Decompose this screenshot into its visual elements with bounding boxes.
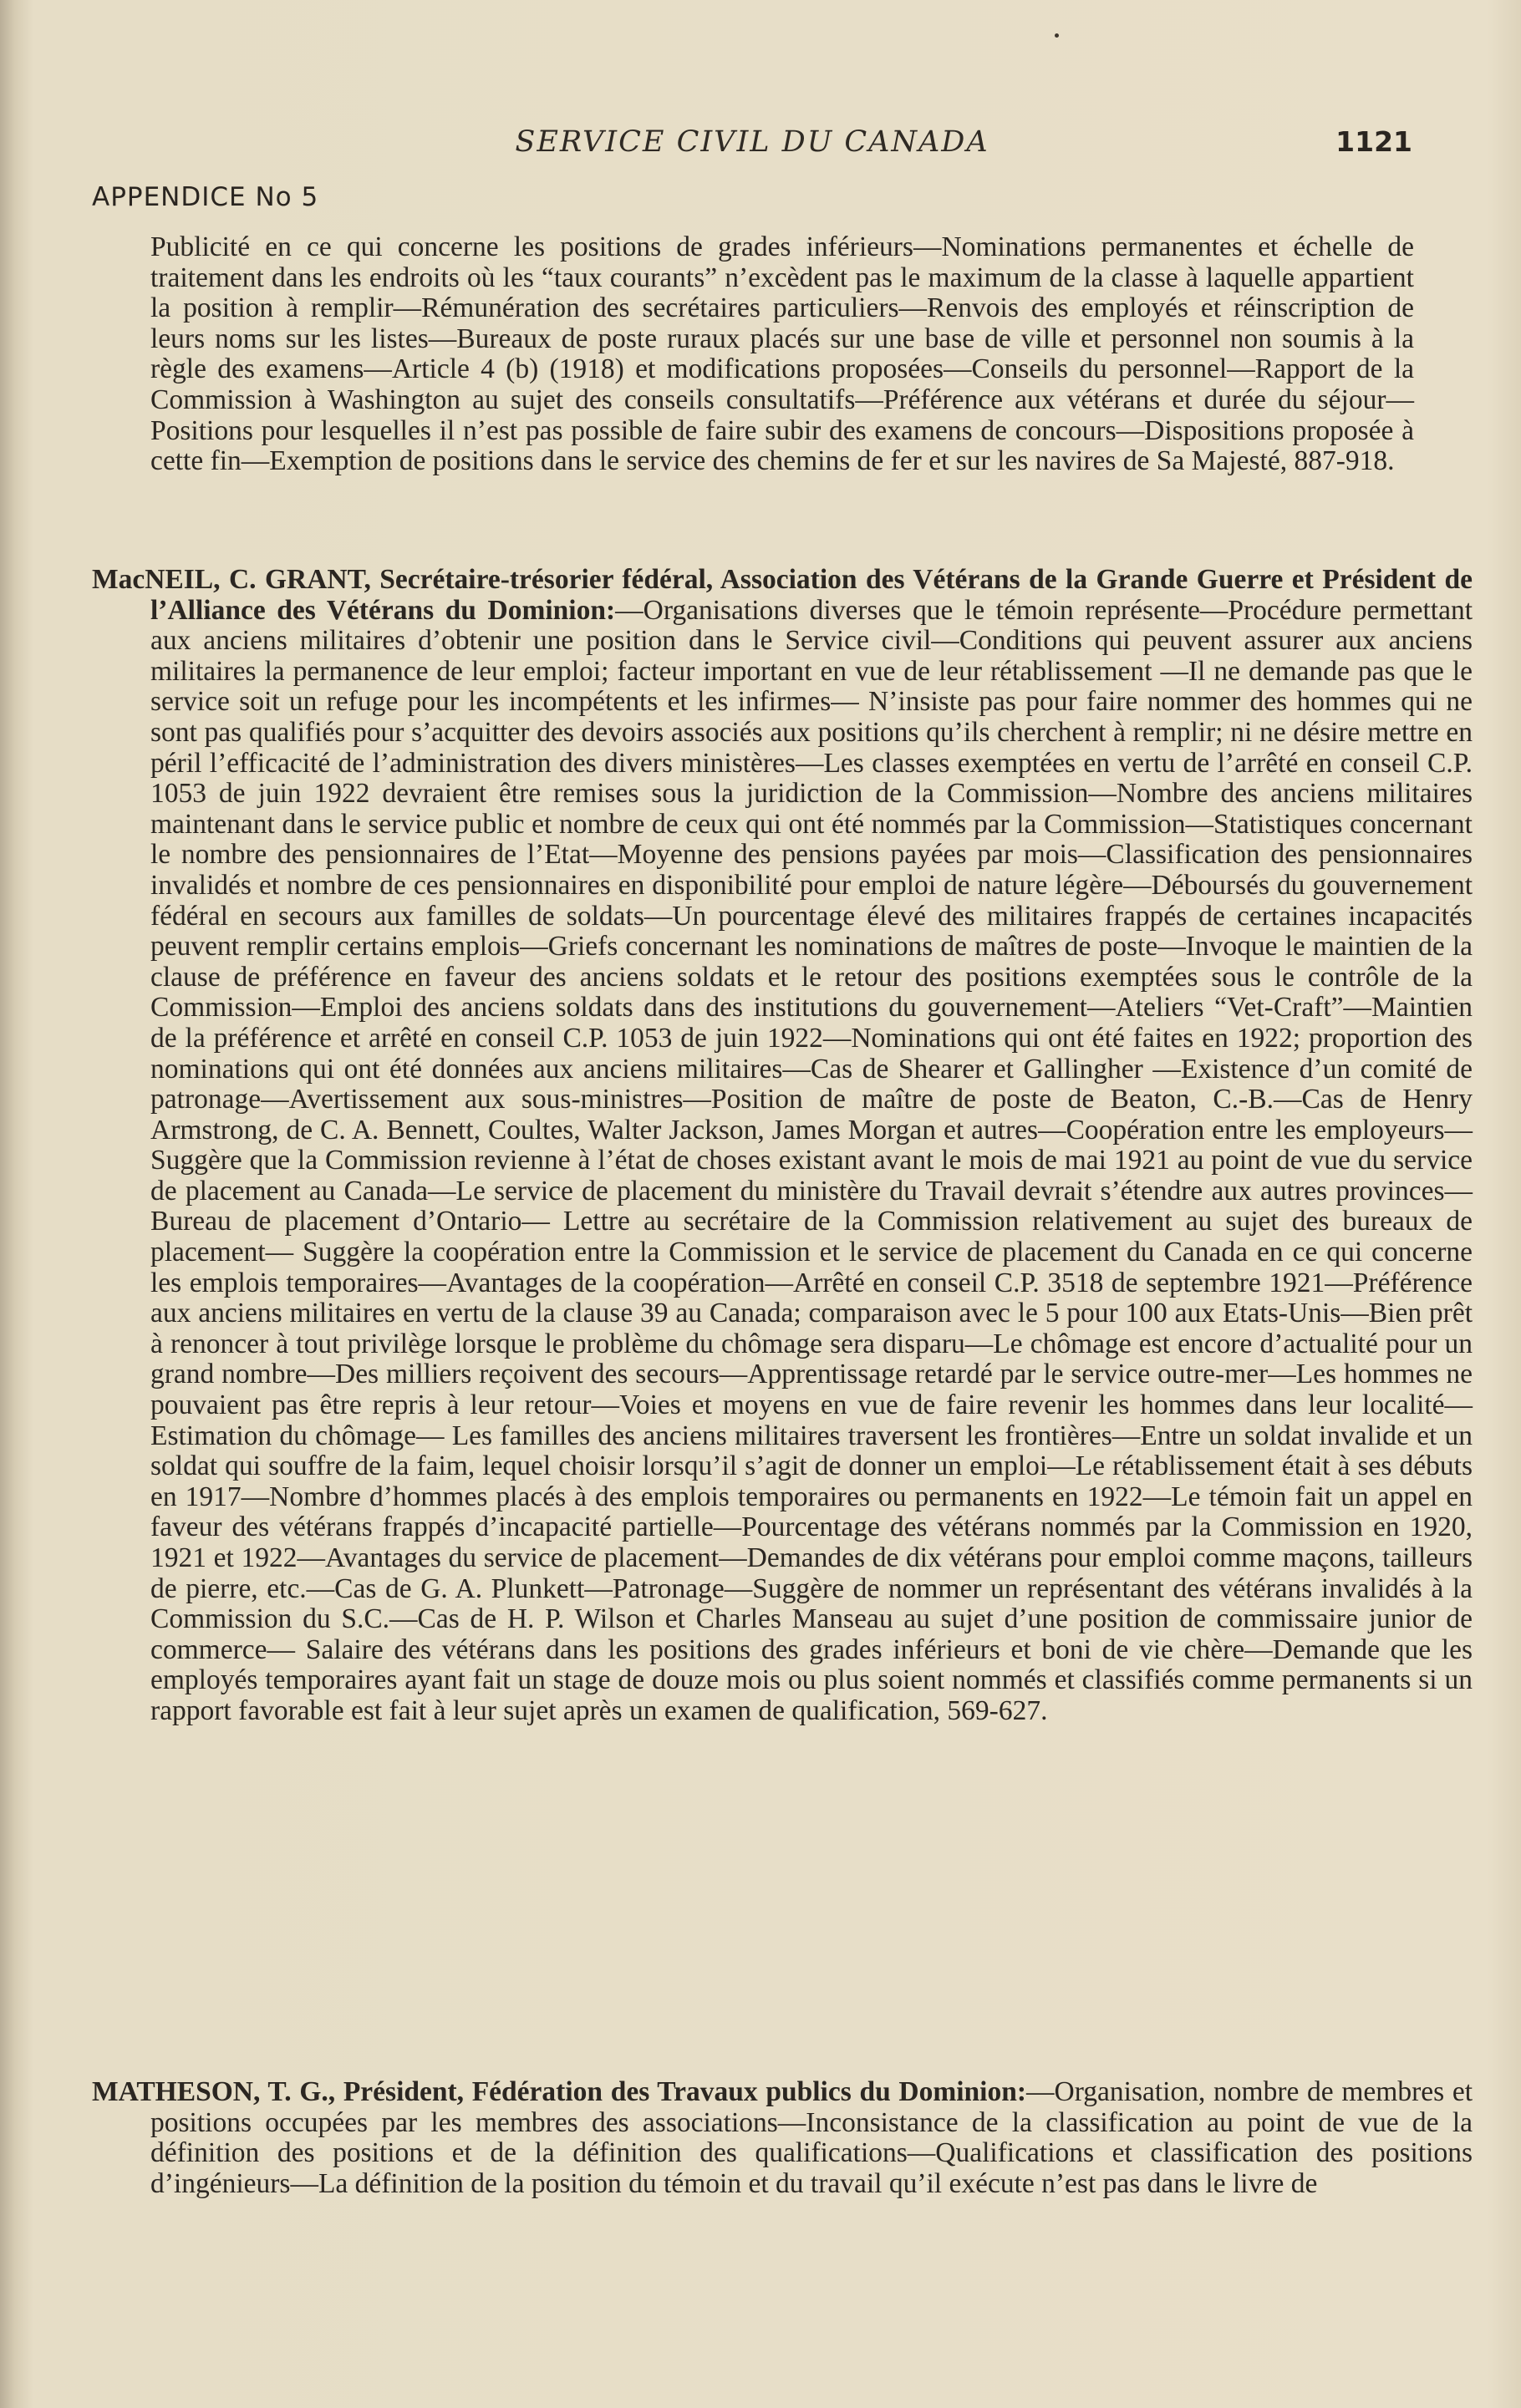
entry-text: —Organisations diverses que le témoin représente—Procédure permettant aux anciens militaires d’obtenir une position dans le Service civil—Conditions qui peuvent assurer aux anciens militaires la permanence de leur emploi; facteur important en vue de leur rétablissement —Il ne demande pas que le service soit un refuge pour les incompétents et les infirmes— N’insiste pas pour faire nommer des hommes qui ne sont pas qualifiés pour s’acquitter des devoirs associés aux positions qu’ils cherchent à remplir; ni ne désire mettre en péril l’efficacité de l’administration des divers ministères—Les classes exemptées en vertu de l’arrêté en conseil C.P. 1053 de juin 1922 devraient être remises sous la juridiction de la Commission—Nombre des anciens militaires maintenant dans le service public et nombre de ceux qui ont été nommés par la Commission—Statistiques concernant le nombre des pensionnaires de l’Etat—Moyenne des pensions payées par mois—Classification des pensionnaires invalidés et nombre de ces pensionnaires en disponibilité pour emploi de nature légère—Déboursés du gouvernement fédéral en secours aux familles de soldats—Un pourcentage élevé des militaires frappés de certaines incapacités peuvent remplir certains emplois—Griefs concernant les nominations de maîtres de poste—Invoque le maintien de la clause de préférence en faveur des anciens soldats et le retour des positions exemptées sous le contrôle de la Commission—Emploi des anciens soldats dans des institutions du gouvernement—Ateliers “Vet-Craft”—Maintien de la préférence et arrêté en conseil C.P. 1053 de juin 1922—Nominations qui ont été faites en 1922; proportion des nominations qui ont été données aux anciens militaires—Cas de Shearer et Gallingher —Existence d’un comité de patronage—Avertissement aux sous-ministres—Position de maître de poste de Beaton, C.-B.—Cas de Henry Armstrong, de C. A. Bennett, Coultes, Walter Jackson, James Morgan et autres—Coopération entre les employeurs—Suggère que la Commission revienne à l’état de choses existant avant le mois de mai 1921 au point de vue du service de placement au Canada—Le service de placement du ministère du Travail devrait s’étendre aux autres provinces—Bureau de placement d’Ontario— Lettre au secrétaire de la Commission relativement au sujet des bureaux de placement— Suggère la coopération entre la Commission et le service de placement du Canada en ce qui concerne les emplois temporaires—Avantages de la coopération—Arrêté en conseil C.P. 3518 de septembre 1921—Préférence aux anciens militaires en vertu de la clause 39 au Canada; comparaison avec le 5 pour 100 aux Etats-Unis—Bien prêt à renoncer à tout privilège lorsque le problème du chômage sera disparu—Le chômage est encore d’actualité pour un grand nombre—Des milliers reçoivent des secours—Apprentissage retardé par le service outre-mer—Les hommes ne pouvaient pas être repris à leur retour—Voies et moyens en vue de faire revenir les hommes dans leur localité—Estimation du chômage— Les familles des anciens militaires traversent les frontières—Entre un soldat invalide et un soldat qui souffre de la faim, lequel choisir lorsqu’il s’agit de donner un emploi—Le rétablissement était à ses débuts en 1917—Nombre d’hommes placés à des emplois temporaires ou permanents en 1922—Le témoin fait un appel en faveur des vétérans frappés d’incapacité partielle—Pourcentage des vétérans nommés par la Commission en 1920, 1921 et 1922—Avantages du service de placement—Demandes de dix vétérans pour emploi comme maçons, tailleurs de pierre, etc.—Cas de G. A. Plunkett—Patronage—Suggère de nommer un représentant des vétérans invalidés à la Commission du S.C.—Cas de H. P. Wilson et Charles Manseau au sujet d’une position de commissaire junior de commerce— Salaire des vétérans dans les positions des grades inférieurs et boni de vie chère—Demande que les employés temporaires ayant fait un stage de douze mois ou plus soient nommés et classifiés comme permanents si un rapport favorable est fait à leur sujet après un examen de qualification, 569-627.: [150, 594, 1473, 1726]
entry-name: MATHESON, T. G.,: [92, 2076, 336, 2107]
continuation-paragraph: Publicité en ce qui concerne les positions de grades inférieurs—Nominations permanentes et échelle de traitement dans les endroits où les “taux courants” n’excèdent pas le maximum de la classe à laquelle appartient la position à remplir—Rémunération des secrétaires particuliers—Renvois des employés et réinscription de leurs noms sur les listes—Bureaux de poste ruraux placés sur une base de ville et personnel non soumis à la règle des examens—Article 4 (b) (1918) et modifications proposées—Conseils du personnel—Rapport de la Commission à Washington au sujet des conseils consultatifs—Préférence aux vétérans et durée du séjour—Positions pour lesquelles il n’est pas possible de faire subir des examens de concours—Dispositions proposée à cette fin—Exemption de positions dans le service des chemins de fer et sur les navires de Sa Majesté, 887-918.: [150, 231, 1414, 477]
entry-role: Président, Fédération des Travaux publics du Dominion:: [343, 2076, 1027, 2107]
page-number: 1121: [1335, 125, 1412, 158]
index-entry-macneil: [92, 565, 1473, 1727]
running-title: SERVICE CIVIL DU CANADA: [515, 125, 989, 159]
entry-name: MacNEIL, C. GRANT,: [92, 564, 371, 595]
page-header: [92, 125, 1412, 175]
index-entry-matheson: [92, 2077, 1473, 2199]
appendix-label: APPENDICE No 5: [92, 182, 319, 212]
entry-text: —Organisation, nombre de membres et positions occupées par les membres des associations—Inconsistance de la classification au point de vue de la définition des positions et de la définition des qualifications—Qualifications et classification des positions d’ingénieurs—La définition de la position du témoin et du travail qu’il exécute n’est pas dans le livre de: [150, 2076, 1473, 2199]
entry-role: Secrétaire-trésorier fédéral, Association des Vétérans de la Grande Guerre et Président de l’Alliance des Vétérans du Dominion:: [150, 564, 1473, 626]
ink-speck: [1055, 33, 1059, 38]
